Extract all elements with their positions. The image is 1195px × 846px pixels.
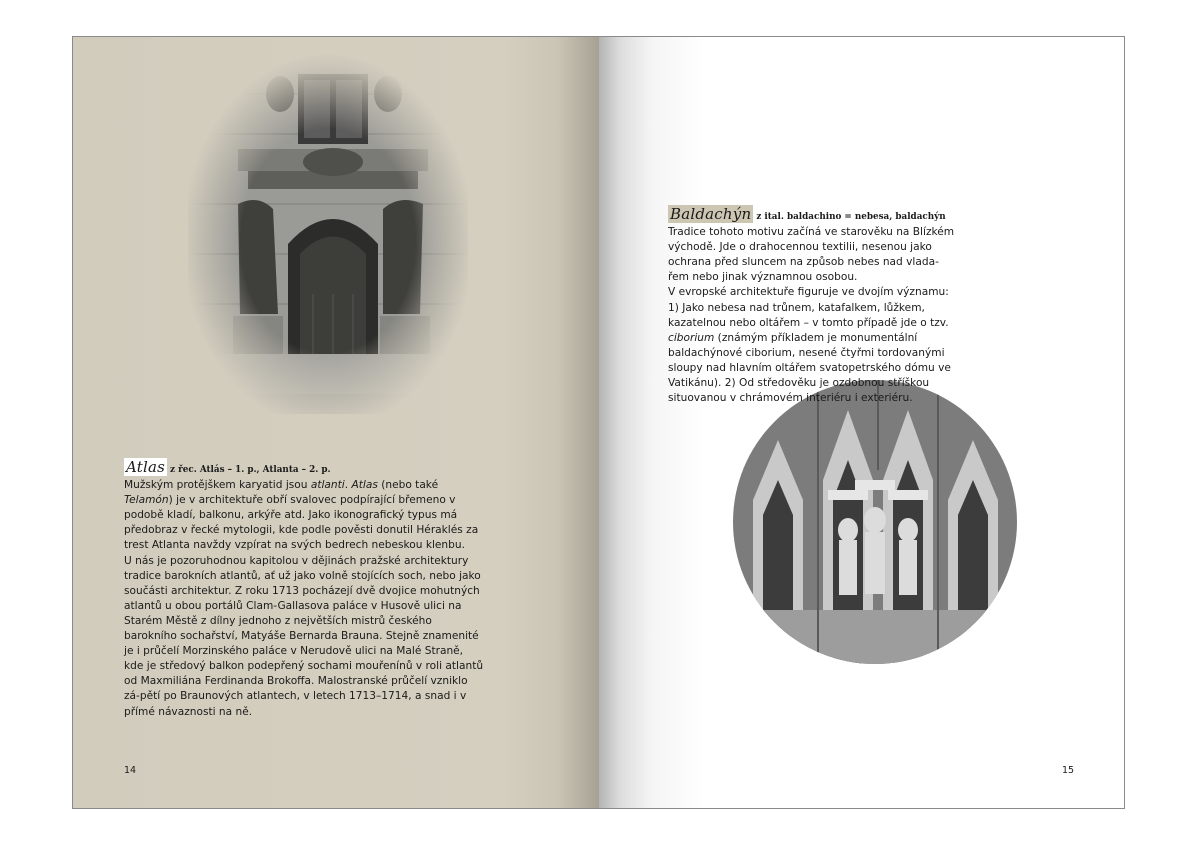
atlas-entry: [124, 460, 484, 720]
atlas-paragraph-2: U nás je pozoruhodnou kapitolou v dějinách pražské architektury tradice barokních atlantů, ať už jako volně stojících soch, nebo jako součásti architektur. Z roku 1713 pocházejí dvě dvojice mohutných atlantů u obou portálů Clam-Gallasova paláce v Husově ulici na Starém Městě z dílny jednoho z největších mistrů českého barokního sochařství, Matyáše Bernarda Brauna. Stejně znamenité je i průčelí Morzinského paláce v Nerudově ulici na Malé Straně, kde je středový balkon podepřený sochami mouřenínů v roli atlantů od Maxmiliána Ferdinanda Brokoffa. Malostranské průčelí vzniklo zá-pětí po Braunových atlantech, v letech 1713–1714, a snad i v přímé návaznosti na ně.: [124, 554, 484, 718]
page-number-left: 14: [124, 765, 137, 776]
gothic-canopy-photo: [733, 380, 1017, 664]
page-number-right: 15: [1062, 765, 1075, 776]
portal-atlantes-photo: [188, 54, 468, 414]
atlas-headline: [124, 460, 484, 478]
atlas-term: Atlas: [126, 458, 166, 476]
atlas-etymology: z řec. Atlás – 1. p., Atlanta – 2. p.: [170, 465, 331, 475]
baldachyn-term: Baldachýn: [670, 205, 752, 223]
atlas-paragraph-1: Mužským protějškem karyatid jsou atlanti. Atlas (nebo také Telamón) je v architektuře obří svalovec podpírající břemeno v podobě kladí, balkonu, arkýře atd. Jako ikonografický typus má předobraz v řecké mytologii, kde podle pověsti donutil Héraklés za trest Atlanta navždy vzpírat na svých bedrech nebeskou klenbu.: [124, 479, 479, 552]
baldachyn-paragraph-2: V evropské architektuře figuruje ve dvojím významu: 1) Jako nebesa nad trůnem, katafalkem, lůžkem, kazatelnou nebo oltářem – v tomto případě jde o tzv. ciborium (známým příkladem je monumentální baldachýnové ciborium, nesené čtyřmi tordovanými sloupy nad hlavním oltářem svatopetrského dómu ve Vatikánu). 2) Od středověku je ozdobnou stříškou situovanou v chrámovém interiéru i exteriéru.: [668, 286, 951, 405]
baldachyn-etymology: z ital. baldachino = nebesa, baldachýn: [756, 212, 946, 222]
baldachyn-paragraph-1: Tradice tohoto motivu začíná ve starověku na Blízkém východě. Jde o drahocennou textilii, nesenou jako ochrana před sluncem na způsob nebes nad vlada-řem nebo jinak významnou osobou.: [668, 226, 955, 284]
baldachyn-entry: [668, 207, 958, 406]
baldachyn-headline: [668, 207, 958, 225]
